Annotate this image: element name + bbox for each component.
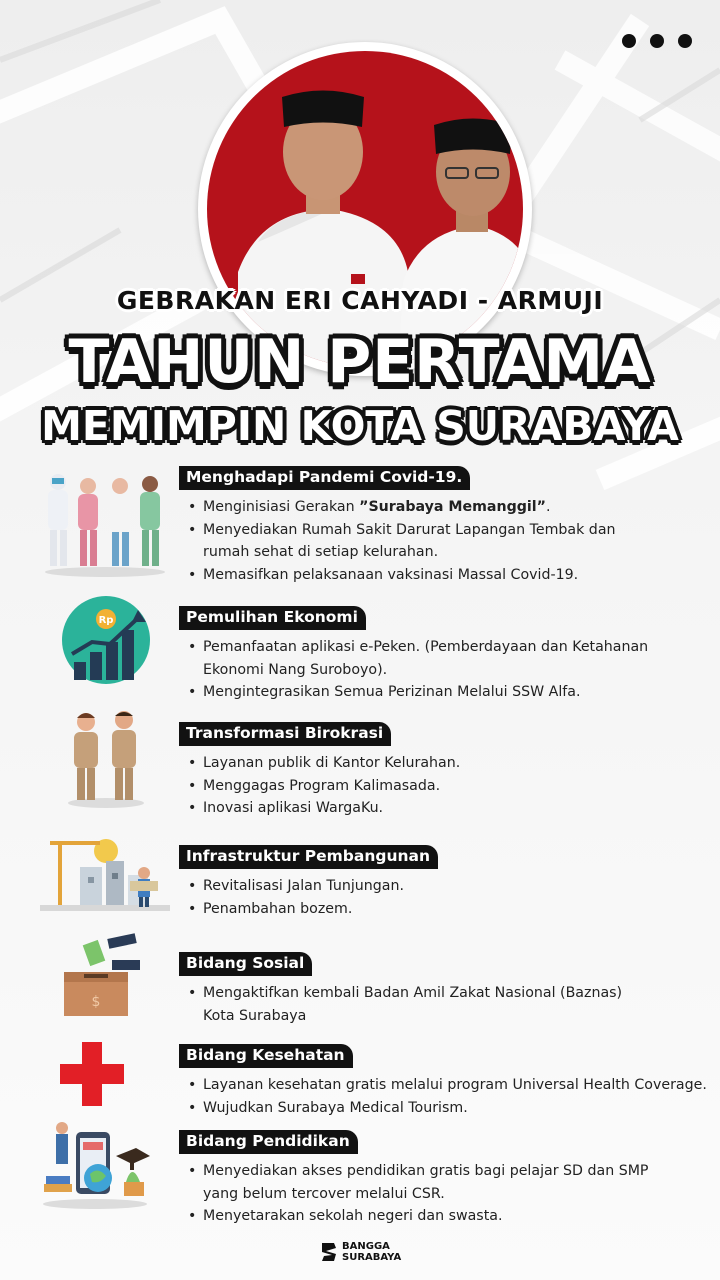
economy-growth-icon bbox=[58, 596, 154, 686]
list-item: Kota Surabaya bbox=[203, 1007, 307, 1024]
header-subtitle: GEBRAKAN ERI CAHYADI - ARMUJI bbox=[116, 286, 604, 315]
list-item: • Layanan publik di Kantor Kelurahan. bbox=[188, 752, 708, 775]
more-options-icon[interactable] bbox=[622, 34, 692, 48]
footer-brand-line2: SURABAYA bbox=[342, 1252, 402, 1263]
section-label: Menghadapi Pandemi Covid-19. bbox=[179, 466, 470, 490]
list-item: • Menginisiasi Gerakan ”Surabaya Memanggil”. bbox=[188, 496, 708, 519]
list-item: • Layanan kesehatan gratis melalui program Universal Health Coverage. bbox=[188, 1074, 708, 1097]
section-label: Transformasi Birokrasi bbox=[179, 722, 391, 746]
list-item: • Menyediakan akses pendidikan gratis bagi pelajar SD dan SMP bbox=[188, 1160, 708, 1183]
svg-text:Rp: Rp bbox=[98, 615, 114, 626]
donation-box-icon bbox=[56, 932, 152, 1022]
footer-brand bbox=[320, 1240, 401, 1264]
section-label: Bidang Kesehatan bbox=[179, 1044, 353, 1068]
section-label: Bidang Pendidikan bbox=[179, 1130, 358, 1154]
civil-servants-icon bbox=[64, 708, 148, 808]
list-item: • Revitalisasi Jalan Tunjungan. bbox=[188, 875, 708, 898]
bangga-surabaya-logo-icon bbox=[320, 1240, 338, 1264]
title-line-1: TAHUN PERTAMA bbox=[68, 327, 652, 397]
list-item: • Memasifkan pelaksanaan vaksinasi Massal Covid-19. bbox=[188, 564, 708, 587]
section-label: Bidang Sosial bbox=[179, 952, 312, 976]
list-item: • Menyetarakan sekolah negeri dan swasta. bbox=[188, 1205, 708, 1228]
list-item: • Penambahan bozem. bbox=[188, 898, 708, 921]
construction-icon bbox=[40, 833, 170, 913]
section-label: Infrastruktur Pembangunan bbox=[179, 845, 438, 869]
list-item: • Mengaktifkan kembali Badan Amil Zakat Nasional (Baznas) bbox=[188, 982, 708, 1005]
list-item: • Mengintegrasikan Semua Perizinan Melalui SSW Alfa. bbox=[188, 681, 708, 704]
list-item: • Menggagas Program Kalimasada. bbox=[188, 775, 708, 798]
list-item: • Inovasi aplikasi WargaKu. bbox=[188, 797, 708, 820]
section-label: Pemulihan Ekonomi bbox=[179, 606, 366, 630]
list-item: • Pemanfaatan aplikasi e-Peken. (Pemberdayaan dan Ketahanan bbox=[188, 636, 708, 659]
footer-brand-line1: BANGGA bbox=[342, 1241, 390, 1252]
list-item: Ekonomi Nang Suroboyo). bbox=[203, 661, 388, 678]
red-cross-icon bbox=[60, 1042, 124, 1106]
svg-text:$: $ bbox=[91, 994, 101, 1010]
list-item: rumah sehat di setiap kelurahan. bbox=[203, 544, 439, 560]
education-icon bbox=[40, 1122, 150, 1210]
health-workers-icon bbox=[40, 468, 170, 578]
list-item: • Menyediakan Rumah Sakit Darurat Lapangan Tembak dan bbox=[188, 519, 708, 542]
title-line-2: MEMIMPIN KOTA SURABAYA bbox=[41, 402, 679, 450]
list-item: • Wujudkan Surabaya Medical Tourism. bbox=[188, 1097, 708, 1120]
list-item: yang belum tercover melalui CSR. bbox=[203, 1185, 445, 1202]
